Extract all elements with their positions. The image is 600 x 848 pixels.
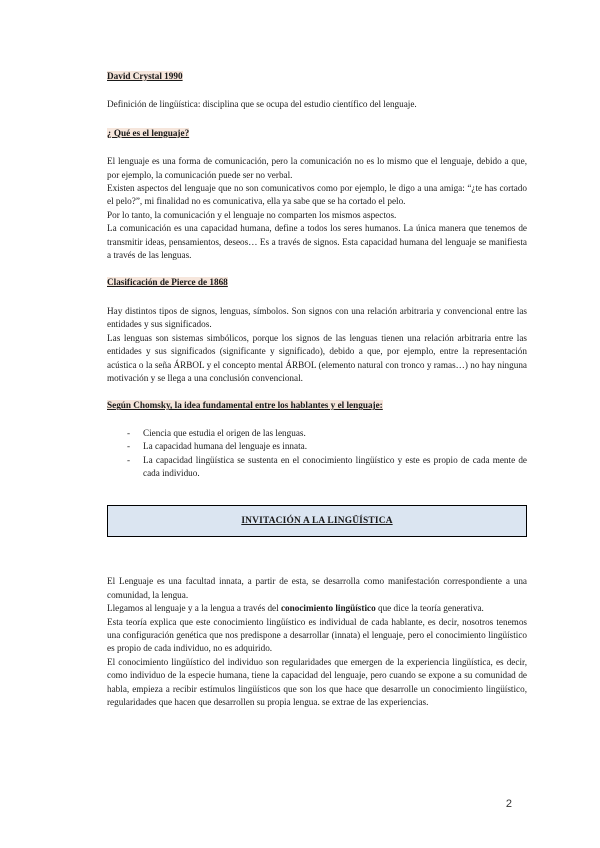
page-number: 2 [505,798,512,810]
author-title: David Crystal 1990 [107,71,183,81]
bullet-dash: - [127,454,131,465]
section-heading-language: ¿ Qué es el lenguaje? [107,127,190,138]
paragraph: La comunicación es una capacidad humana, define a todos los seres humanos. La única manera que tenemos de transmitir ideas, pensamientos, deseos… Es a través de signos. Esta capacidad humana del lenguaje se manifiesta a través de las lenguas. [107,223,527,261]
spacer [107,385,527,399]
paragraph: Hay distintos tipos de signos, lenguas, símbolos. Son signos con una relación arbitraria y convencional entre las entidades y sus significados. [107,305,527,330]
paragraph: Existen aspectos del lenguaje que no son comunicativos como por ejemplo, le digo a una amiga: “¿te has cortado el pelo?”, mi finalidad no es comunicativa, ella ya sabe que se ha cortado el pelo. [107,183,527,207]
page-content [107,70,527,709]
paragraph: El Lenguaje es una facultad innata, a partir de esta, se desarrolla como manifestación correspondiente a una comunidad, la lengua. [107,576,527,600]
list-item: - La capacidad lingüística se sustenta en el conocimiento lingüístico y este es propio de cada mente de cada individuo. [127,454,527,478]
author-heading [107,70,527,83]
bold-term: conocimiento lingüístico [280,603,376,614]
bullet-dash: - [127,441,131,452]
section-title-box [107,505,527,537]
bullet-dash: - [127,427,131,438]
section-heading-pierce: Clasificación de Pierce de 1868 [107,277,228,288]
paragraph: Por lo tanto, la comunicación y el lenguaje no comparten los mismos aspectos. [107,209,397,220]
paragraph: Las lenguas son sistemas simbólicos, porque los signos de las lenguas tienen una relación arbitraria entre las entidades y sus significados (significante y significado), debido a que, por ejemplo, entre la representación acústica o la seña ÁRBOL y el concepto mental ÁRBOL (elemento natural con tronco y ramas…) no hay ninguna motivación y se llega a una conclusión convencional. [107,332,527,383]
list-item: - La capacidad humana del lenguaje es innata. [127,440,527,453]
box-title: INVITACIÓN A LA LINGÜÍSTICA [241,515,393,526]
paragraph: El conocimiento lingüístico del individuo son regularidades que emergen de la experiencia lingüística, es decir, como individuo de la especie humana, tiene la capacidad del lenguaje, pero cuando se expone a su comunidad de habla, empieza a recibir estímulos lingüísticos que son los que hace que desarrolle un conocimiento lingüístico, regularidades que hacen que desarrollen su propia lengua. se extrae de las experiencias. [107,656,527,707]
spacer [107,262,527,276]
paragraph: Esta teoría explica que este conocimiento lingüístico es individual de cada hablante, es decir, nosotros tenemos una configuración genética que nos predispone a desarrollar (innata) el lenguaje, pero el conocimiento lingüístico es propio de cada individuo, no es adquirido. [107,616,527,654]
section-heading-chomsky: Según Chomsky, la idea fundamental entre los hablantes y el lenguaje: [107,400,383,411]
definition-paragraph: Definición de lingüística: disciplina que se ocupa del estudio científico del lenguaje. [107,99,417,110]
list-item: - Ciencia que estudia el origen de las lenguas. [127,427,527,440]
chomsky-list [107,427,527,481]
paragraph-generative: Llegamos al lenguaje y a la lengua a través del conocimiento lingüístico que dice la teoría generativa. [107,603,484,614]
paragraph: El lenguaje es una forma de comunicación, pero la comunicación no es lo mismo que el lenguaje, debido a que, por ejemplo, la comunicación puede ser no verbal. [107,156,527,180]
